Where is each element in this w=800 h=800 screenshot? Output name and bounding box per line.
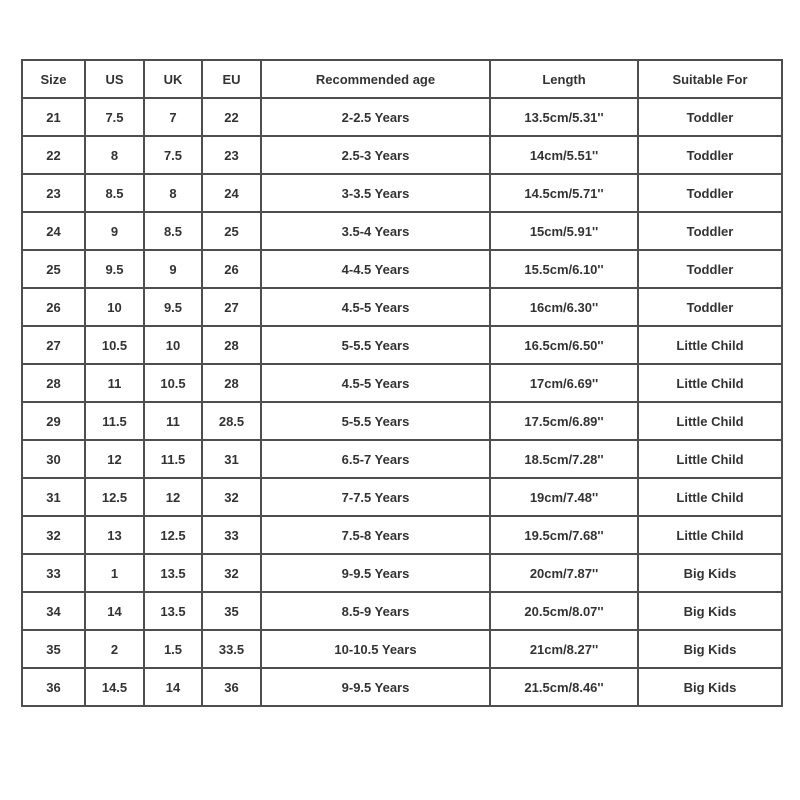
- table-cell: 10.5: [85, 326, 144, 364]
- table-row: [22, 326, 782, 364]
- table-cell: 2-2.5 Years: [261, 98, 490, 136]
- table-cell: 25: [202, 212, 261, 250]
- table-cell: 12.5: [85, 478, 144, 516]
- table-cell: Toddler: [638, 250, 782, 288]
- table-cell: 26: [22, 288, 85, 326]
- table-cell: 31: [202, 440, 261, 478]
- table-cell: 7-7.5 Years: [261, 478, 490, 516]
- table-cell: Little Child: [638, 326, 782, 364]
- table-cell: 22: [202, 98, 261, 136]
- table-cell: 32: [22, 516, 85, 554]
- table-cell: 13.5cm/5.31'': [490, 98, 638, 136]
- table-cell: 20cm/7.87'': [490, 554, 638, 592]
- table-cell: 12: [85, 440, 144, 478]
- table-row: [22, 668, 782, 706]
- table-cell: 4.5-5 Years: [261, 364, 490, 402]
- table-cell: 17cm/6.69'': [490, 364, 638, 402]
- table-cell: 6.5-7 Years: [261, 440, 490, 478]
- column-header-suitable-for: Suitable For: [638, 60, 782, 98]
- table-cell: Little Child: [638, 402, 782, 440]
- table-cell: 32: [202, 554, 261, 592]
- table-cell: 8: [144, 174, 202, 212]
- table-cell: Big Kids: [638, 592, 782, 630]
- table-row: [22, 288, 782, 326]
- table-cell: Toddler: [638, 288, 782, 326]
- table-cell: 14cm/5.51'': [490, 136, 638, 174]
- table-cell: 14.5cm/5.71'': [490, 174, 638, 212]
- table-cell: 11.5: [144, 440, 202, 478]
- table-cell: 14: [85, 592, 144, 630]
- table-cell: 36: [22, 668, 85, 706]
- table-cell: 10: [85, 288, 144, 326]
- table-cell: 8.5: [85, 174, 144, 212]
- table-cell: 5-5.5 Years: [261, 402, 490, 440]
- table-cell: 27: [202, 288, 261, 326]
- table-cell: 32: [202, 478, 261, 516]
- table-cell: 4-4.5 Years: [261, 250, 490, 288]
- table-cell: 2: [85, 630, 144, 668]
- table-cell: 11: [85, 364, 144, 402]
- column-header-eu: EU: [202, 60, 261, 98]
- table-cell: 35: [202, 592, 261, 630]
- table-cell: 9-9.5 Years: [261, 668, 490, 706]
- table-cell: 17.5cm/6.89'': [490, 402, 638, 440]
- table-cell: Little Child: [638, 516, 782, 554]
- table-cell: 13.5: [144, 554, 202, 592]
- table-cell: 7.5-8 Years: [261, 516, 490, 554]
- table-row: [22, 250, 782, 288]
- table-cell: 14.5: [85, 668, 144, 706]
- table-cell: 28: [22, 364, 85, 402]
- table-row: [22, 402, 782, 440]
- size-chart-container: [21, 59, 781, 707]
- table-cell: 9-9.5 Years: [261, 554, 490, 592]
- table-cell: 25: [22, 250, 85, 288]
- table-cell: 12: [144, 478, 202, 516]
- table-cell: 28.5: [202, 402, 261, 440]
- table-cell: 5-5.5 Years: [261, 326, 490, 364]
- table-cell: 3-3.5 Years: [261, 174, 490, 212]
- table-cell: 1: [85, 554, 144, 592]
- table-row: [22, 212, 782, 250]
- table-row: [22, 98, 782, 136]
- table-cell: 19.5cm/7.68'': [490, 516, 638, 554]
- table-cell: 29: [22, 402, 85, 440]
- table-cell: 24: [202, 174, 261, 212]
- table-body: [22, 98, 782, 706]
- table-cell: 21.5cm/8.46'': [490, 668, 638, 706]
- table-cell: 7.5: [85, 98, 144, 136]
- table-cell: 8.5: [144, 212, 202, 250]
- table-cell: 3.5-4 Years: [261, 212, 490, 250]
- column-header-length: Length: [490, 60, 638, 98]
- column-header-us: US: [85, 60, 144, 98]
- table-cell: Big Kids: [638, 554, 782, 592]
- table-cell: 8: [85, 136, 144, 174]
- table-cell: 19cm/7.48'': [490, 478, 638, 516]
- table-cell: 28: [202, 326, 261, 364]
- table-cell: 10: [144, 326, 202, 364]
- table-cell: 23: [202, 136, 261, 174]
- table-cell: 20.5cm/8.07'': [490, 592, 638, 630]
- table-cell: 33: [22, 554, 85, 592]
- table-row: [22, 478, 782, 516]
- table-cell: 7: [144, 98, 202, 136]
- table-cell: 21cm/8.27'': [490, 630, 638, 668]
- table-cell: 23: [22, 174, 85, 212]
- table-cell: Little Child: [638, 478, 782, 516]
- table-cell: 9: [144, 250, 202, 288]
- size-chart-table: [21, 59, 783, 707]
- table-cell: 11: [144, 402, 202, 440]
- table-cell: 15cm/5.91'': [490, 212, 638, 250]
- table-cell: 2.5-3 Years: [261, 136, 490, 174]
- table-cell: Toddler: [638, 212, 782, 250]
- table-cell: 10.5: [144, 364, 202, 402]
- table-cell: Toddler: [638, 136, 782, 174]
- table-cell: 36: [202, 668, 261, 706]
- table-cell: 16cm/6.30'': [490, 288, 638, 326]
- table-cell: 9: [85, 212, 144, 250]
- table-cell: 18.5cm/7.28'': [490, 440, 638, 478]
- table-cell: 12.5: [144, 516, 202, 554]
- table-cell: 1.5: [144, 630, 202, 668]
- table-cell: 8.5-9 Years: [261, 592, 490, 630]
- table-cell: 11.5: [85, 402, 144, 440]
- table-cell: 10-10.5 Years: [261, 630, 490, 668]
- table-row: [22, 440, 782, 478]
- table-cell: 16.5cm/6.50'': [490, 326, 638, 364]
- table-row: [22, 174, 782, 212]
- header-row: [22, 60, 782, 98]
- table-cell: Toddler: [638, 174, 782, 212]
- table-cell: Big Kids: [638, 668, 782, 706]
- table-cell: 13: [85, 516, 144, 554]
- table-row: [22, 554, 782, 592]
- table-cell: 34: [22, 592, 85, 630]
- table-row: [22, 630, 782, 668]
- table-cell: 35: [22, 630, 85, 668]
- table-cell: 33: [202, 516, 261, 554]
- table-cell: 21: [22, 98, 85, 136]
- table-cell: Little Child: [638, 440, 782, 478]
- table-cell: 7.5: [144, 136, 202, 174]
- table-cell: 24: [22, 212, 85, 250]
- table-cell: 15.5cm/6.10'': [490, 250, 638, 288]
- table-cell: 9.5: [144, 288, 202, 326]
- table-cell: 28: [202, 364, 261, 402]
- table-cell: 22: [22, 136, 85, 174]
- table-cell: 13.5: [144, 592, 202, 630]
- table-row: [22, 136, 782, 174]
- column-header-size: Size: [22, 60, 85, 98]
- table-cell: 33.5: [202, 630, 261, 668]
- column-header-uk: UK: [144, 60, 202, 98]
- table-cell: Little Child: [638, 364, 782, 402]
- table-cell: Toddler: [638, 98, 782, 136]
- table-row: [22, 516, 782, 554]
- table-cell: Big Kids: [638, 630, 782, 668]
- table-cell: 9.5: [85, 250, 144, 288]
- column-header-recommended-age: Recommended age: [261, 60, 490, 98]
- table-cell: 30: [22, 440, 85, 478]
- table-cell: 14: [144, 668, 202, 706]
- table-cell: 26: [202, 250, 261, 288]
- table-row: [22, 364, 782, 402]
- table-cell: 27: [22, 326, 85, 364]
- table-cell: 4.5-5 Years: [261, 288, 490, 326]
- table-row: [22, 592, 782, 630]
- table-cell: 31: [22, 478, 85, 516]
